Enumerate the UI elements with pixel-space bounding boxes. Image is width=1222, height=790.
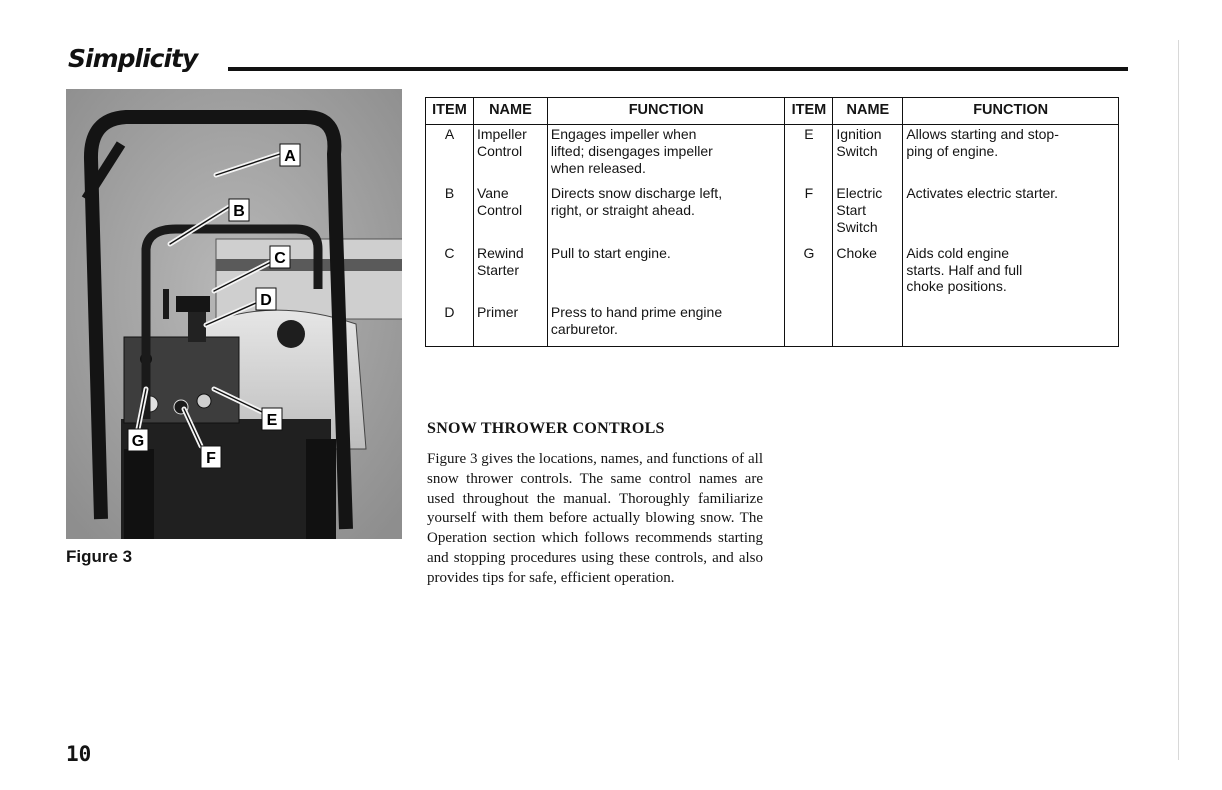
control-name-line: Switch [836,142,878,159]
item-letter [785,303,833,346]
item-letter: G [785,244,833,303]
control-function-line: Allows starting and stop- [906,126,1059,142]
control-function [547,244,785,303]
header-item: ITEM [785,98,833,125]
control-function [903,244,1119,303]
callout-g: G [131,433,145,450]
page-edge-line [1178,40,1179,760]
control-function-line: starts. Half and full [906,261,1023,278]
control-function-line: ping of engine. [906,142,999,159]
header-name: NAME [473,98,547,125]
control-function [903,303,1119,346]
control-name-line: Electric [836,185,883,202]
table-row [426,303,1119,346]
table-header-row [426,98,1119,125]
control-function [547,303,785,346]
item-letter: A [426,125,474,185]
control-function-line: carburetor. [550,320,618,337]
section-title: SNOW THROWER CONTROLS [427,420,665,437]
control-function-line: Activates electric starter. [906,185,1059,202]
control-function-line: choke positions. [906,278,1007,295]
callout-a: A [284,148,296,165]
control-function-line: Press to hand prime engine [550,304,723,321]
control-name-line: Control [476,202,523,219]
control-function-line: lifted; disengages impeller [550,142,713,159]
control-function-line: Directs snow discharge left, [550,185,723,202]
callout-f: F [206,450,216,467]
control-name-line: Rewind [476,244,524,261]
page-number: 10 [66,742,92,766]
header-function: FUNCTION [903,98,1119,125]
control-name-line: Ignition [836,126,882,142]
control-name-line: Switch [836,218,878,235]
control-name-line: Starter [476,261,519,278]
table-row [426,244,1119,303]
table-row [426,125,1119,185]
control-name-line: Control [476,142,523,159]
control-name [473,244,547,303]
control-name [473,125,547,185]
header-function: FUNCTION [547,98,785,125]
item-letter: F [785,184,833,243]
control-function-line: Aids cold engine [906,244,1010,261]
callout-c: C [274,250,286,267]
control-function [547,184,785,243]
header-rule [228,67,1128,71]
header-name: NAME [833,98,903,125]
section-body: Figure 3 gives the locations, names, and functions of all snow thrower controls. The same control names are used throughout the manual. Thoroughly familiarize yourself with them before actually blowing snow. The Operation section which follows recommends starting and stopping procedures using these controls, and also provides tips for safe, efficient operation. [427,451,763,586]
control-function-line: Engages impeller when [550,126,697,142]
control-function-line: when released. [550,159,646,176]
callout-b: B [233,203,245,220]
table-body [426,125,1119,347]
header-item: ITEM [426,98,474,125]
control-name [833,244,903,303]
brand-logo: Simplicity [68,44,198,73]
control-function [903,184,1119,243]
control-name [833,303,903,346]
controls-table [425,97,1119,347]
figure-caption: Figure 3 [66,547,133,566]
control-name-line: Vane [476,185,509,202]
callout-d: D [260,292,272,309]
control-function-line: Pull to start engine. [550,244,671,261]
control-function-line: right, or straight ahead. [550,202,695,219]
control-name-line: Primer [476,304,519,321]
item-letter: B [426,184,474,243]
control-name [473,184,547,243]
control-name-line: Impeller [476,126,527,142]
table-row [426,184,1119,243]
item-letter: E [785,125,833,185]
control-function [547,125,785,185]
control-name-line: Start [836,202,866,219]
control-name [833,125,903,185]
snow-thrower-photo [66,89,402,539]
control-function [903,125,1119,185]
control-name [473,303,547,346]
callout-e: E [266,412,278,429]
item-letter: C [426,244,474,303]
item-letter: D [426,303,474,346]
control-name [833,184,903,243]
control-name-line: Choke [836,244,877,261]
